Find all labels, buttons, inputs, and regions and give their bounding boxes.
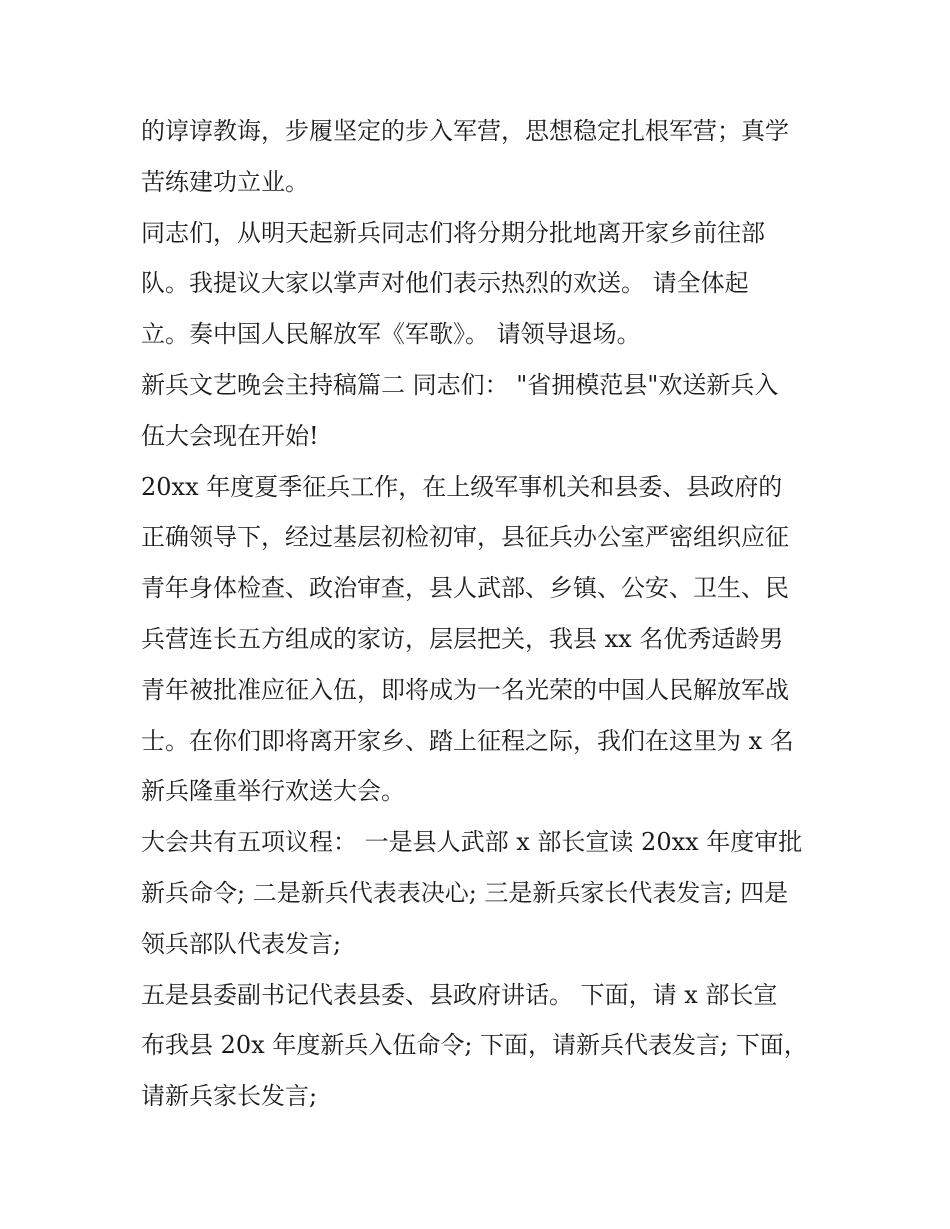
text-line: 正确领导下，经过基层初检初审，县征兵办公室严密组织应征 <box>141 523 789 552</box>
text-line: 队。我提议大家以掌声对他们表示热烈的欢送。 请全体起 <box>141 269 749 298</box>
text-line: 大会共有五项议程： 一是县人武部 x 部长宣读 20xx 年度审批 <box>141 828 803 857</box>
text-line: 新兵命令; 二是新兵代表表决心; 三是新兵家长代表发言; 四是 <box>141 878 789 907</box>
document-body <box>141 106 821 1122</box>
text-line: 伍大会现在开始! <box>141 421 319 450</box>
text-line: 同志们，从明天起新兵同志们将分期分批地离开家乡前往部 <box>141 218 765 247</box>
text-line: 立。奏中国人民解放军《军歌》。 请领导退场。 <box>141 320 641 349</box>
text-line: 兵营连长五方组成的家访，层层把关，我县 xx 名优秀适龄男 <box>141 624 784 653</box>
text-line: 的谆谆教诲，步履坚定的步入军营，思想稳定扎根军营；真学 <box>141 117 789 145</box>
text-line: 青年身体检查、政治审查，县人武部、乡镇、公安、卫生、民 <box>141 574 789 603</box>
text-line: 士。在你们即将离开家乡、踏上征程之际，我们在这里为 x 名 <box>141 726 794 755</box>
text-line: 请新兵家长发言; <box>141 1082 318 1111</box>
text-line: 青年被批准应征入伍，即将成为一名光荣的中国人民解放军战 <box>141 675 789 704</box>
text-line: 五是县委副书记代表县委、县政府讲话。 下面，请 x 部长宣 <box>141 980 778 1009</box>
text-line: 20xx 年度夏季征兵工作，在上级军事机关和县委、县政府的 <box>141 472 783 501</box>
text-line: 新兵隆重举行欢送大会。 <box>141 777 405 806</box>
text-line: 领兵部队代表发言; <box>141 929 342 958</box>
text-line: 苦练建功立业。 <box>141 167 309 196</box>
text-line: 新兵文艺晚会主持稿篇二 同志们： "省拥模范县"欢送新兵入 <box>141 370 779 399</box>
text-line: 布我县 20x 年度新兵入伍命令; 下面，请新兵代表发言; 下面， <box>141 1031 808 1060</box>
